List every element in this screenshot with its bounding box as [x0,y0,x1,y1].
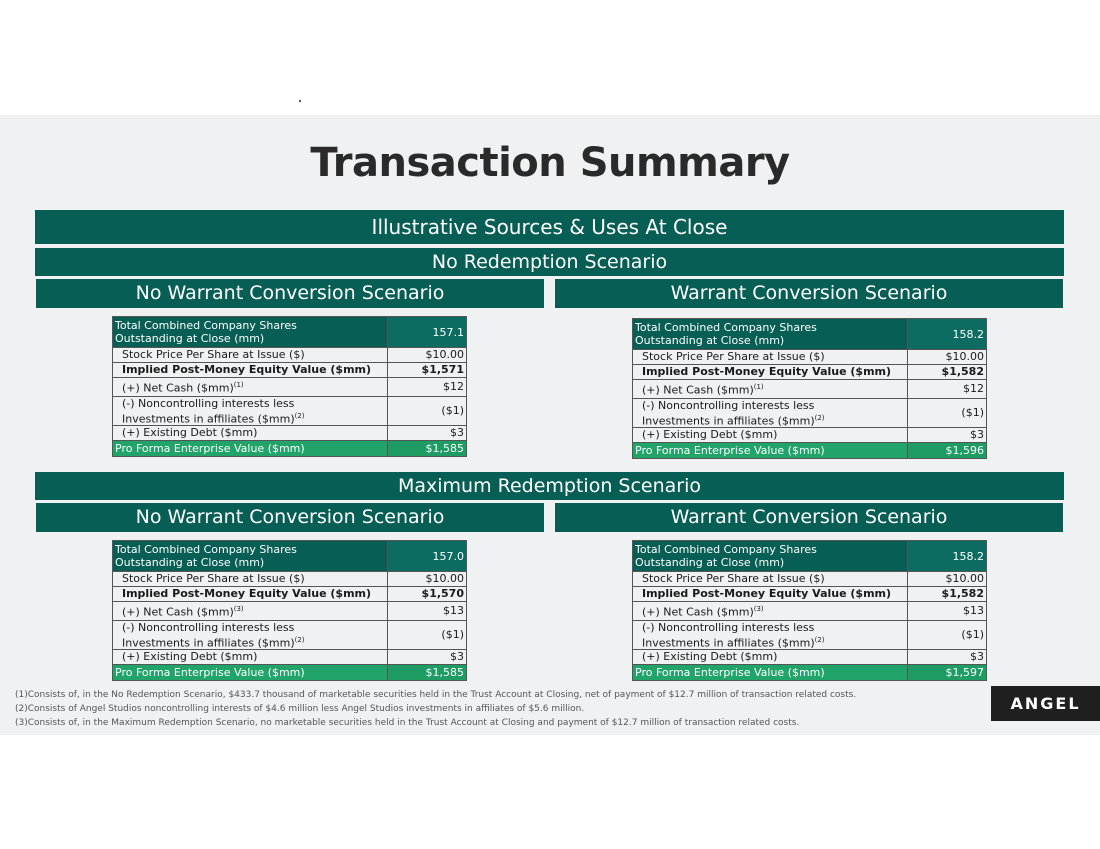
table-row [633,365,987,380]
footnote-ref: (3) [753,605,764,613]
row-label-line1: (-) Noncontrolling interests less [642,398,815,412]
footer-label: Pro Forma Enterprise Value ($mm) [113,441,388,457]
footnote-2: (2)Consists of Angel Studios noncontrolling interests of $4.6 million less Angel Studios investments in affiliates of $5.6 million. [15,704,585,714]
table-row [633,398,987,428]
table-header-row [633,319,987,350]
table-row [113,602,467,621]
page-title: Transaction Summary [310,140,790,186]
row-label-text: (+) Net Cash ($mm) [122,605,234,619]
stray-dot [299,100,301,102]
row-label [113,620,388,650]
table-row [113,587,467,602]
shares-label-line1: Total Combined Company Shares [635,543,817,556]
row-label: Implied Post-Money Equity Value ($mm) [633,365,908,380]
table-footer-row [113,665,467,681]
row-value: ($1) [388,396,467,426]
shares-value-text: 157.0 [432,549,464,563]
table-row [633,350,987,365]
row-value: $3 [908,650,987,665]
shares-value [908,541,987,572]
row-value: ($1) [908,620,987,650]
scenario-header-maximum-redemption: Maximum Redemption Scenario [35,472,1064,500]
scenario-header-no-redemption: No Redemption Scenario [35,248,1064,276]
row-label: (+) Existing Debt ($mm) [113,650,388,665]
footer-value: $1,585 [388,441,467,457]
row-label: Stock Price Per Share at Issue ($) [633,572,908,587]
footer-value: $1,596 [908,443,987,459]
shares-label-line2: Outstanding at Close (mm) [115,556,265,569]
table-row [633,587,987,602]
row-label: Stock Price Per Share at Issue ($) [113,572,388,587]
row-value: $12 [388,378,467,397]
table-row [113,620,467,650]
row-label-line2: Investments in affiliates ($mm) [122,636,295,650]
table-footer-row [633,443,987,459]
row-value: $3 [908,428,987,443]
table-row [633,572,987,587]
row-value: ($1) [388,620,467,650]
panel-header-no-redemption-no-warrant: No Warrant Conversion Scenario [36,279,544,308]
table-row [113,348,467,363]
footnote-ref: (3) [233,605,244,613]
shares-value [388,317,467,348]
shares-value-text: 158.2 [952,327,984,341]
row-label-text: (+) Net Cash ($mm) [642,605,754,619]
section-header: Illustrative Sources & Uses At Close [35,210,1064,244]
row-value: $3 [388,650,467,665]
shares-label-line2: Outstanding at Close (mm) [635,556,785,569]
footnote-ref: (1) [233,381,244,389]
shares-label [633,541,908,572]
row-value: $12 [908,380,987,399]
shares-value [388,541,467,572]
footnote-1: (1)Consists of, in the No Redemption Scenario, $433.7 thousand of marketable securities held in the Trust Account at Closing, net of payment of $12.7 million of transaction related costs. [15,690,857,700]
row-value: $10.00 [908,350,987,365]
row-value: $10.00 [388,348,467,363]
table-row [113,426,467,441]
footer-value: $1,585 [388,665,467,681]
row-label: Stock Price Per Share at Issue ($) [113,348,388,363]
table-max-redemption-warrant [632,540,987,681]
row-value: $13 [908,602,987,621]
table-header-row [113,317,467,348]
footnote-ref: (2) [294,411,305,420]
table-max-redemption-no-warrant [112,540,467,681]
row-label: Implied Post-Money Equity Value ($mm) [633,587,908,602]
table-no-redemption-no-warrant [112,316,467,457]
table-row [633,380,987,399]
row-label: (+) Existing Debt ($mm) [633,650,908,665]
row-label: (+) Existing Debt ($mm) [113,426,388,441]
table-row [633,620,987,650]
row-value: $1,582 [908,587,987,602]
row-value: $10.00 [908,572,987,587]
row-label: (+) Existing Debt ($mm) [633,428,908,443]
table-no-redemption-warrant [632,318,987,459]
row-label-line1: (-) Noncontrolling interests less [642,620,815,634]
row-value: $1,570 [388,587,467,602]
row-label [633,620,908,650]
shares-value [908,319,987,350]
table-footer-row [113,441,467,457]
table-row [113,650,467,665]
row-value: $10.00 [388,572,467,587]
row-label [633,398,908,428]
footnote-ref: (2) [814,413,825,422]
row-label-line1: (-) Noncontrolling interests less [122,396,295,410]
table-header-row [633,541,987,572]
footer-label: Pro Forma Enterprise Value ($mm) [113,665,388,681]
row-value: $13 [388,602,467,621]
row-label [113,396,388,426]
panel-header-no-redemption-warrant: Warrant Conversion Scenario [555,279,1063,308]
row-label-text: (+) Net Cash ($mm) [642,383,754,397]
panel-header-max-redemption-warrant: Warrant Conversion Scenario [555,503,1063,532]
shares-label [113,317,388,348]
shares-label-line1: Total Combined Company Shares [635,321,817,334]
row-value: $1,571 [388,363,467,378]
shares-label-line2: Outstanding at Close (mm) [635,334,785,347]
footnote-ref: (1) [753,383,764,391]
row-value: $1,582 [908,365,987,380]
shares-value-text: 158.2 [952,549,984,563]
shares-label-line2: Outstanding at Close (mm) [115,332,265,345]
footer-label: Pro Forma Enterprise Value ($mm) [633,443,908,459]
row-label [113,378,388,397]
table-header-row [113,541,467,572]
shares-label [113,541,388,572]
footer-value: $1,597 [908,665,987,681]
footnote-ref: (2) [294,635,305,644]
row-label-line1: (-) Noncontrolling interests less [122,620,295,634]
row-label-text: (+) Net Cash ($mm) [122,381,234,395]
row-label: Stock Price Per Share at Issue ($) [633,350,908,365]
angel-logo: ANGEL [991,686,1100,721]
row-value: $3 [388,426,467,441]
footer-label: Pro Forma Enterprise Value ($mm) [633,665,908,681]
shares-label-line1: Total Combined Company Shares [115,319,297,332]
row-label: Implied Post-Money Equity Value ($mm) [113,587,388,602]
panel-header-max-redemption-no-warrant: No Warrant Conversion Scenario [36,503,544,532]
table-row [113,378,467,397]
table-row [633,602,987,621]
row-label [633,380,908,399]
table-row [113,396,467,426]
table-row [633,650,987,665]
table-row [113,572,467,587]
row-label-line2: Investments in affiliates ($mm) [642,636,815,650]
shares-label-line1: Total Combined Company Shares [115,543,297,556]
table-row [113,363,467,378]
row-label-line2: Investments in affiliates ($mm) [122,412,295,426]
table-footer-row [633,665,987,681]
footnote-3: (3)Consists of, in the Maximum Redemption Scenario, no marketable securities held in the Trust Account at Closing and payment of $12.7 million of transaction related costs. [15,718,800,728]
table-row [633,428,987,443]
footnote-ref: (2) [814,635,825,644]
row-value: ($1) [908,398,987,428]
row-label-line2: Investments in affiliates ($mm) [642,414,815,428]
row-label [633,602,908,621]
row-label: Implied Post-Money Equity Value ($mm) [113,363,388,378]
shares-label [633,319,908,350]
shares-value-text: 157.1 [432,325,464,339]
row-label [113,602,388,621]
footnotes [15,688,856,730]
